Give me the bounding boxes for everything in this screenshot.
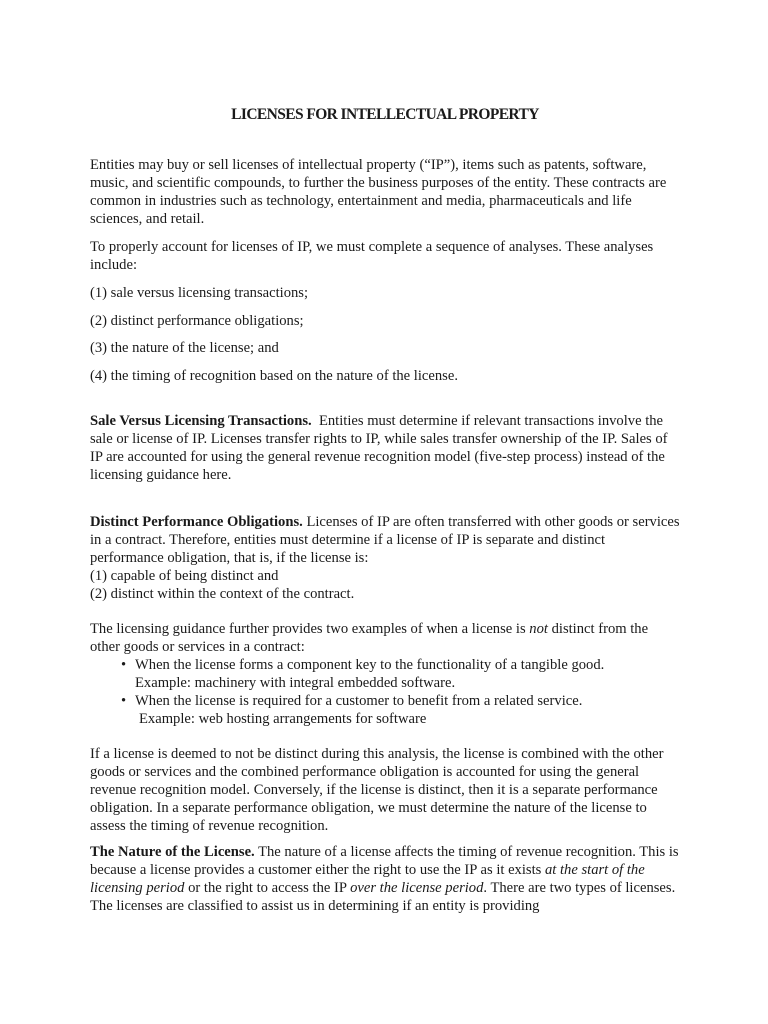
intro-paragraph: Entities may buy or sell licenses of intellectual property (“IP”), items such as patents, software, music, and scientific compounds, to further the business purposes of the entity. These contracts are common in industries such as technology, entertainment and media, pharmaceuticals and life sciences, and retail. <box>90 157 667 227</box>
examples-intro-text-a: The licensing guidance further provides two examples of when a license is <box>90 621 530 637</box>
analysis-step-1: (1) sale versus licensing transactions; <box>90 285 309 301</box>
distinct-conclusion-paragraph: If a license is deemed to not be distinct during this analysis, the license is combined with the other goods or services and the combined performance obligation is accounted for using the general revenue recognition model. Conversely, if the license is distinct, then it is a separate performance obligation. In a separate performance obligation, we must determine the nature of the license to assess the timing of revenue recognition. <box>90 746 664 834</box>
distinct-section-text: Licenses of IP are often transferred with other goods or services in a contract. Therefore, entities must determine if a license of IP is separate and distinct performance obligation, that is, if the license is: <box>90 514 680 566</box>
examples-intro-emphasis: not <box>529 621 548 637</box>
list-item <box>90 692 680 710</box>
list-item-example <box>90 710 680 728</box>
distinct-criterion-2: (2) distinct within the context of the contract. <box>90 586 355 602</box>
analysis-step-4: (4) the timing of recognition based on the nature of the license. <box>90 368 458 384</box>
analysis-step-2: (2) distinct performance obligations; <box>90 313 304 329</box>
example-detail: Example: machinery with integral embedded software. <box>135 675 456 691</box>
examples-list <box>90 656 680 728</box>
example-detail: Example: web hosting arrangements for software <box>139 711 427 727</box>
nature-section-text-2: or the right to access the IP <box>184 880 351 896</box>
sale-section-paragraph <box>90 412 680 484</box>
nature-section-paragraph <box>90 843 680 915</box>
examples-intro <box>90 620 680 656</box>
examples-block <box>90 620 680 728</box>
nature-section-text-1: The nature of a license affects the timing of revenue recognition. This is because a license provides a customer either the right to use the IP as it exists <box>90 844 679 878</box>
list-item-example <box>90 674 680 692</box>
sale-section-text: Entities must determine if relevant transactions involve the sale or license of IP. Licenses transfer rights to IP, while sales transfer ownership of the IP. Sales of IP are accounted for using the general revenue recognition model (five-step process) instead of the licensing guidance here. <box>90 413 668 483</box>
distinct-section-paragraph <box>90 513 680 603</box>
bullet-icon: • <box>121 657 127 673</box>
analyses-paragraph: To properly account for licenses of IP, we must complete a sequence of analyses. These analyses include: <box>90 239 654 273</box>
document-title: LICENSES FOR INTELLECTUAL PROPERTY <box>231 106 539 123</box>
analysis-step-3: (3) the nature of the license; and <box>90 340 279 356</box>
list-item <box>90 656 680 674</box>
distinct-criterion-1: (1) capable of being distinct and <box>90 568 279 584</box>
sale-section-heading: Sale Versus Licensing Transactions. <box>90 413 312 429</box>
nature-section-emphasis-2: over the license period <box>350 880 484 896</box>
nature-section-heading: The Nature of the License. <box>90 844 255 860</box>
bullet-icon: • <box>121 693 127 709</box>
example-text: When the license is required for a customer to benefit from a related service. <box>135 693 583 709</box>
distinct-section-heading: Distinct Performance Obligations. <box>90 514 303 530</box>
nature-section-emphasis-1: at the start of the licensing period <box>90 862 645 896</box>
example-text: When the license forms a component key to the functionality of a tangible good. <box>135 657 605 673</box>
examples-intro-text-b: distinct from the other goods or services in a contract: <box>90 621 649 655</box>
nature-section-text-3: . There are two types of licenses. The licenses are classified to assist us in determining if an entity is providing <box>90 880 676 914</box>
